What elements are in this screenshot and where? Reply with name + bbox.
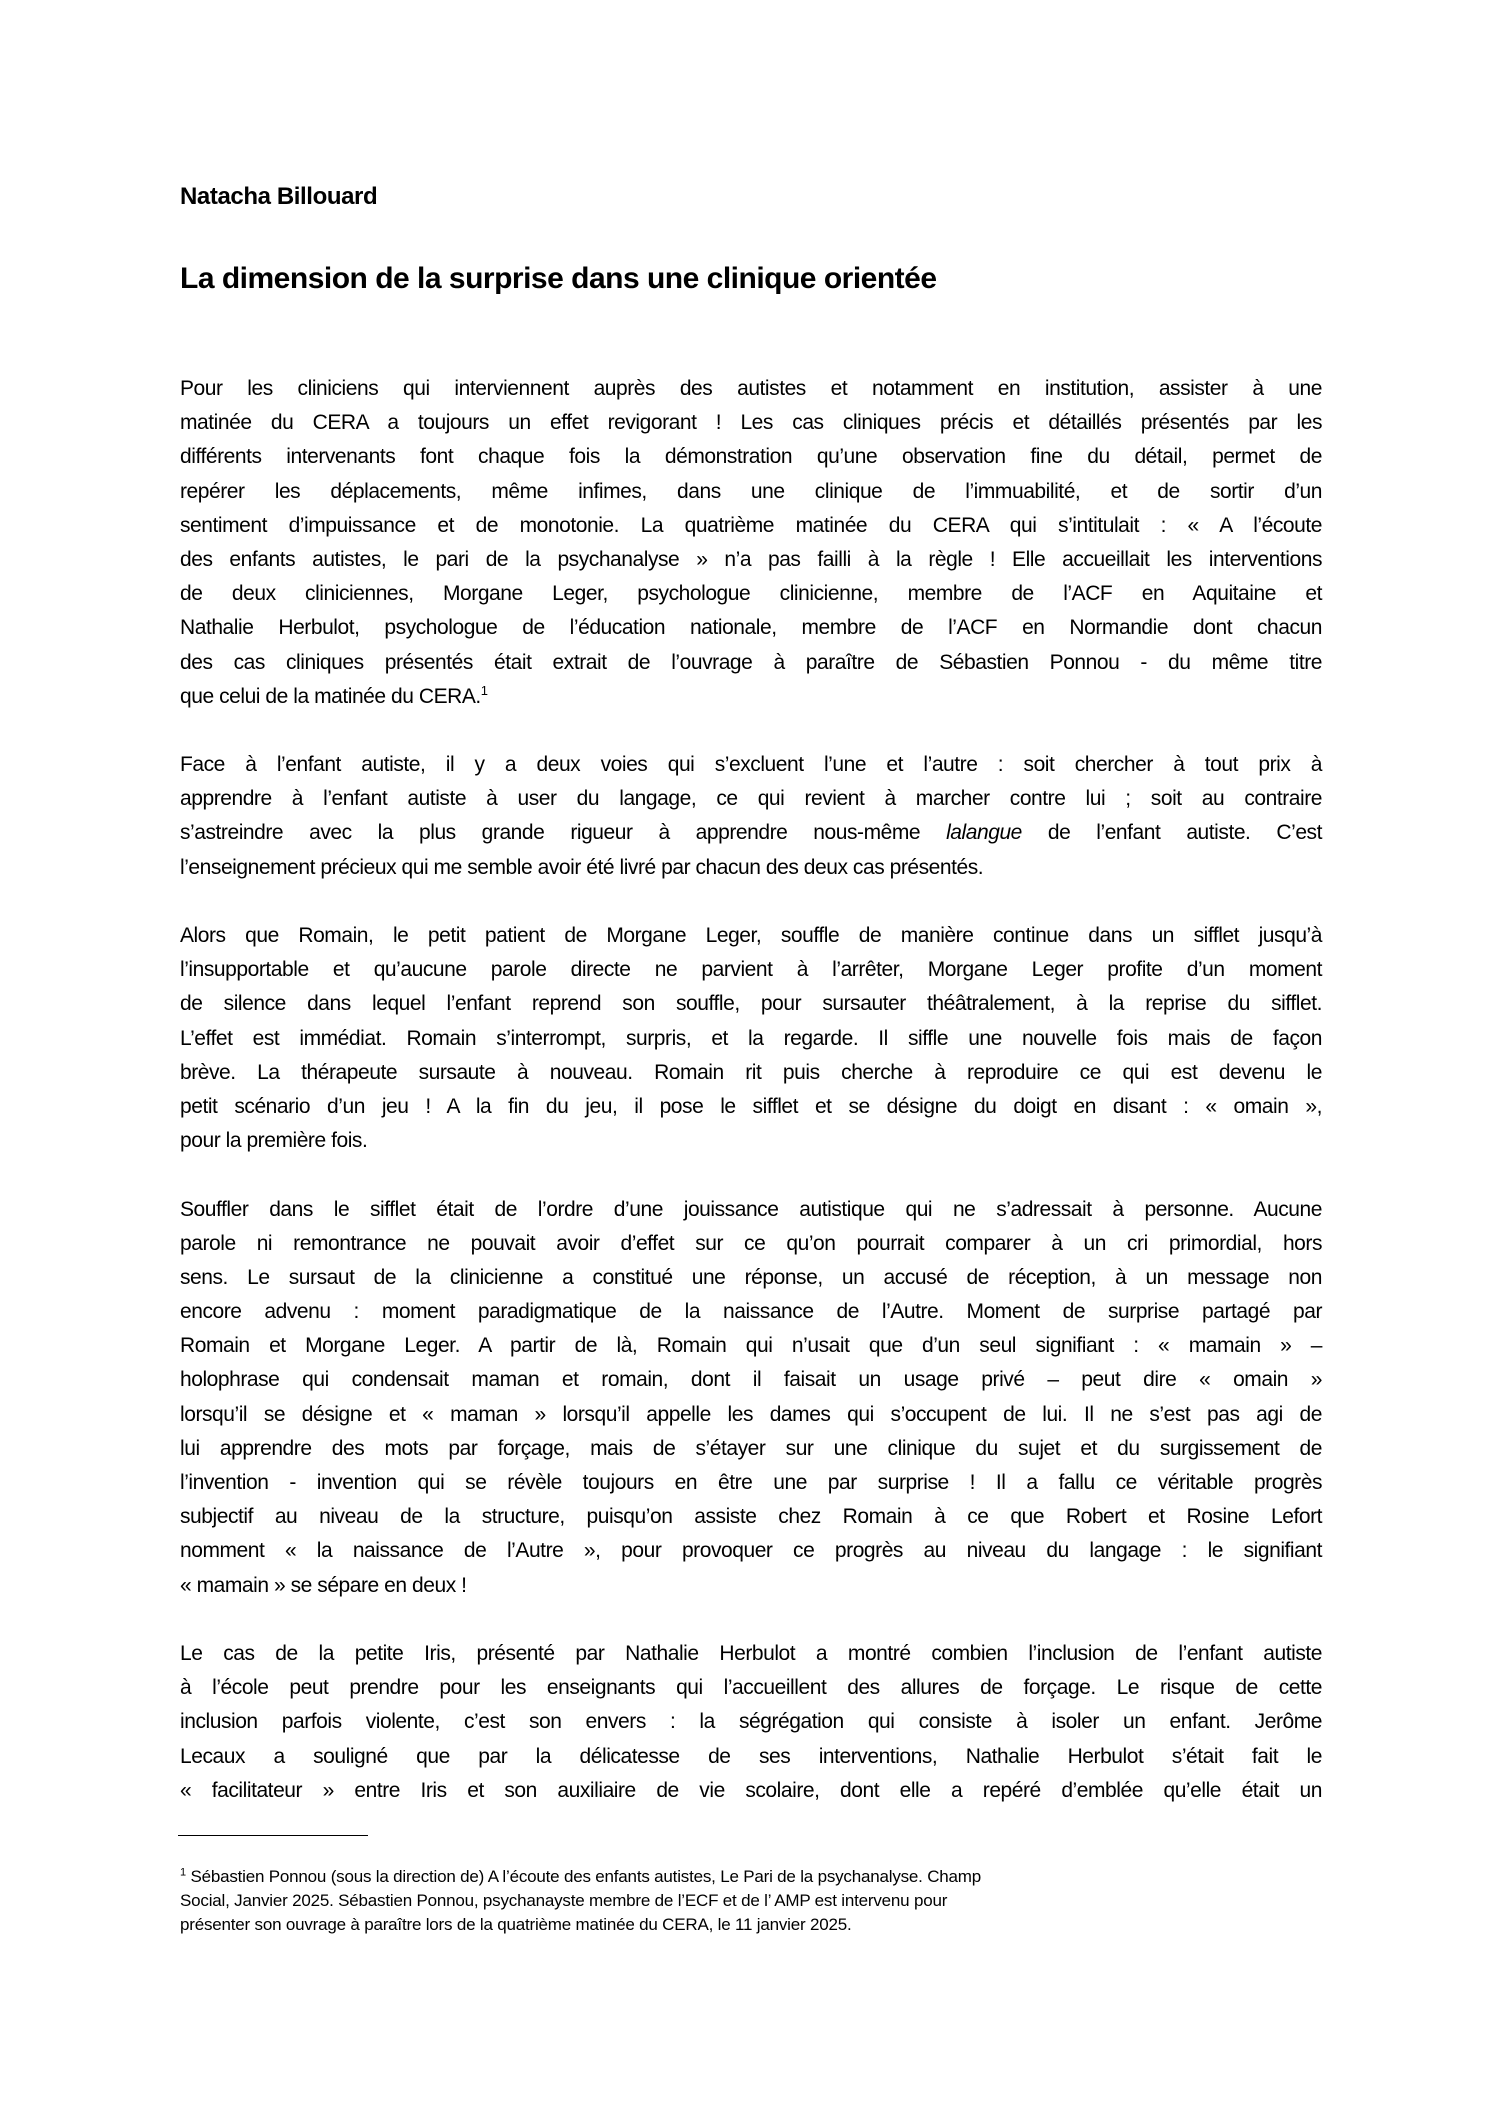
article-body (180, 372, 1322, 1842)
text-line: des enfants autistes, le pari de la psychanalyse » n’a pas failli à la règle ! Elle accueillait les interventions (180, 547, 1322, 571)
text-line: L’effet est immédiat. Romain s’interrompt, surpris, et la regarde. Il siffle une nouvelle fois mais de façon (180, 1026, 1322, 1050)
text-segment: s’astreindre avec la plus grande rigueur à apprendre nous-même (180, 821, 947, 845)
text-line: l’insupportable et qu’aucune parole directe ne parvient à l’arrêter, Morgane Leger profite d’un moment (180, 958, 1322, 982)
text-line: lorsqu’il se désigne et « maman » lorsqu’il appelle les dames qui s’occupent de lui. Il ne s’est pas agi de (180, 1402, 1322, 1426)
text-line: de silence dans lequel l’enfant reprend son souffle, pour sursauter théâtralement, à la reprise du sifflet. (180, 992, 1322, 1016)
text-line: holophrase qui condensait maman et romain, dont il faisait un usage privé – peut dire « omain » (180, 1368, 1322, 1392)
text-line: Pour les cliniciens qui interviennent auprès des autistes et notamment en institution, assister à une (180, 377, 1322, 400)
footnote-text: Sébastien Ponnou (sous la direction de) A l’écoute des enfants autistes, Le Pari de la psychanalyse. Champ (185, 1867, 982, 1886)
footnote-line (180, 1865, 1180, 1889)
text-line: Nathalie Herbulot, psychologue de l’éducation nationale, membre de l’ACF en Normandie dont chacun (180, 616, 1322, 640)
text-line: subjectif au niveau de la structure, puisqu’on assiste chez Romain à ce que Robert et Rosine Lefort (180, 1505, 1322, 1529)
text-line: Souffler dans le sifflet était de l’ordre d’une jouissance autistique qui ne s’adressait à personne. Aucune (180, 1197, 1322, 1221)
text-line: lui apprendre des mots par forçage, mais de s’étayer sur une clinique du sujet et du surgissement de (180, 1436, 1322, 1460)
text-segment: de l’enfant autiste. C’est (1021, 821, 1322, 845)
paragraph-iris-case (180, 1637, 1322, 1808)
text-line: Face à l’enfant autiste, il y a deux voies qui s’excluent l’une et l’autre : soit chercher à tout prix à (180, 753, 1322, 777)
text-line: nomment « la naissance de l’Autre », pour provoquer ce progrès au niveau du langage : le signifiant (180, 1539, 1322, 1563)
text-line: l’enseignement précieux qui me semble avoir été livré par chacun des deux cas présentés. (180, 855, 984, 879)
text-line: sens. Le sursaut de la clinicienne a constitué une réponse, un accusé de réception, à un message non (180, 1265, 1322, 1289)
text-line: apprendre à l’enfant autiste à user du langage, ce qui revient à marcher contre lui ; soit au contraire (180, 787, 1322, 811)
footnote (180, 1865, 1180, 1937)
text-line-mixed (180, 816, 1322, 850)
text-line: repérer les déplacements, même infimes, dans une clinique de l’immuabilité, et de sortir d’un (180, 479, 1322, 503)
paragraph-two-paths (180, 748, 1322, 885)
text-line: matinée du CERA a toujours un effet revigorant ! Les cas cliniques précis et détaillés présentés par les (180, 411, 1322, 435)
italic-term: lalangue (946, 821, 1022, 845)
footnote-line: présenter son ouvrage à paraître lors de la quatrième matinée du CERA, le 11 janvier 2025. (180, 1915, 852, 1934)
paragraph-whistle-analysis (180, 1193, 1322, 1603)
text-line: parole ni remontrance ne pouvait avoir d’effet sur ce qu’on pourrait comparer à un cri primordial, hors (180, 1231, 1322, 1255)
text-line: brève. La thérapeute sursaute à nouveau. Romain rit puis cherche à reproduire ce qui est devenu le (180, 1060, 1322, 1084)
text-line: différents intervenants font chaque fois la démonstration qu’une observation fine du détail, permet de (180, 445, 1322, 469)
text-line: à l’école peut prendre pour les enseignants qui l’accueillent des allures de forçage. Le risque de cette (180, 1676, 1322, 1700)
footnote-number: 1 (180, 1866, 186, 1879)
text-line: Le cas de la petite Iris, présenté par Nathalie Herbulot a montré combien l’inclusion de l’enfant autiste (180, 1641, 1322, 1665)
paragraph-romain-case (180, 919, 1322, 1158)
footnote-reference[interactable]: 1 (480, 682, 488, 698)
text-line: que celui de la matinée du CERA. (180, 684, 481, 708)
footnote-line: Social, Janvier 2025. Sébastien Ponnou, psychanayste membre de l’ECF et de l’ AMP est intervenu pour (180, 1891, 948, 1910)
text-line: pour la première fois. (180, 1129, 368, 1153)
text-line: sentiment d’impuissance et de monotonie. La quatrième matinée du CERA qui s’intitulait : « A l’écoute (180, 513, 1322, 537)
footnote-separator (178, 1835, 368, 1836)
text-line: de deux cliniciennes, Morgane Leger, psychologue clinicienne, membre de l’ACF en Aquitaine et (180, 582, 1322, 606)
text-line: inclusion parfois violente, c’est son envers : la ségrégation qui consiste à isoler un enfant. Jerôme (180, 1710, 1322, 1734)
text-line: Alors que Romain, le petit patient de Morgane Leger, souffle de manière continue dans un sifflet jusqu’à (180, 924, 1322, 947)
text-line: petit scénario d’un jeu ! A la fin du jeu, il pose le sifflet et se désigne du doigt en disant : « omain », (180, 1094, 1322, 1118)
text-line: Romain et Morgane Leger. A partir de là, Romain qui n’usait que d’un seul signifiant : « mamain » – (180, 1334, 1322, 1358)
text-line: « facilitateur » entre Iris et son auxiliaire de vie scolaire, dont elle a repéré d’emblée qu’elle était un (180, 1778, 1322, 1802)
text-line-with-footnote (180, 680, 1322, 714)
text-line: des cas cliniques présentés était extrait de l’ouvrage à paraître de Sébastien Ponnou - du même titre (180, 650, 1322, 674)
text-line: Lecaux a souligné que par la délicatesse de ses interventions, Nathalie Herbulot s’était fait le (180, 1744, 1322, 1768)
author-name: Natacha Billouard (180, 183, 378, 210)
text-line: l’invention - invention qui se révèle toujours en être une par surprise ! Il a fallu ce véritable progrès (180, 1471, 1322, 1494)
text-line: encore advenu : moment paradigmatique de la naissance de l’Autre. Moment de surprise partagé par (180, 1300, 1322, 1324)
text-line: « mamain » se sépare en deux ! (180, 1573, 467, 1597)
paragraph-intro (180, 372, 1322, 714)
article-title: La dimension de la surprise dans une clinique orientée (180, 262, 937, 295)
